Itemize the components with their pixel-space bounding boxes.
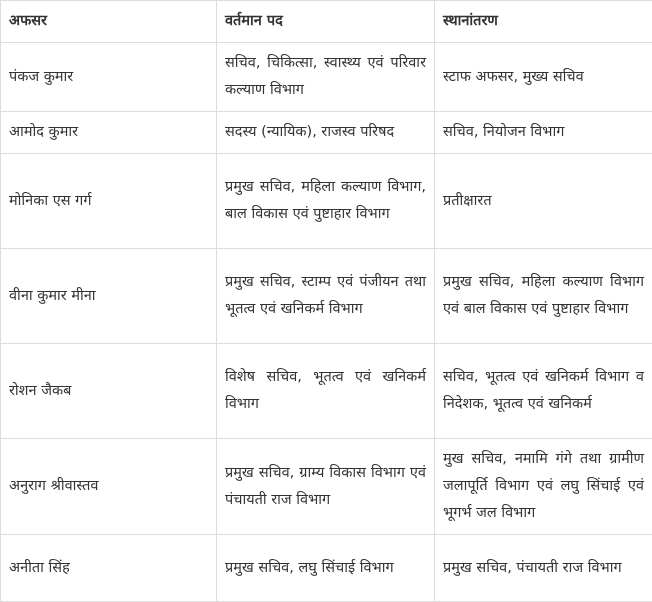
- transfer-cell: प्रतीक्षारत: [435, 154, 652, 249]
- header-transfer: स्थानांतरण: [435, 1, 652, 43]
- table-header-row: [1, 1, 652, 43]
- current-post-cell: प्रमुख सचिव, लघु सिंचाई विभाग: [217, 535, 435, 602]
- officer-cell: रोशन जैकब: [1, 344, 217, 439]
- officer-cell: पंकज कुमार: [1, 43, 217, 112]
- transfer-cell: सचिव, भूतत्व एवं खनिकर्म विभाग व निदेशक, भूतत्व एवं खनिकर्म: [435, 344, 652, 439]
- table-row: [1, 43, 652, 112]
- table-row: [1, 112, 652, 154]
- current-post-cell: सचिव, चिकित्सा, स्वास्थ्य एवं परिवार कल्याण विभाग: [217, 43, 435, 112]
- table-row: [1, 249, 652, 344]
- transfer-cell: मुख सचिव, नमामि गंगे तथा ग्रामीण जलापूर्ति विभाग एवं लघु सिंचाई एवं भूगर्भ जल विभाग: [435, 439, 652, 535]
- officer-cell: मोनिका एस गर्ग: [1, 154, 217, 249]
- table-row: [1, 344, 652, 439]
- transfer-cell: सचिव, नियोजन विभाग: [435, 112, 652, 154]
- header-current-post: वर्तमान पद: [217, 1, 435, 43]
- officer-cell: वीना कुमार मीना: [1, 249, 217, 344]
- current-post-cell: प्रमुख सचिव, महिला कल्याण विभाग, बाल विकास एवं पुष्टाहार विभाग: [217, 154, 435, 249]
- transfer-cell: प्रमुख सचिव, पंचायती राज विभाग: [435, 535, 652, 602]
- table-row: [1, 535, 652, 602]
- transfer-cell: प्रमुख सचिव, महिला कल्याण विभाग एवं बाल विकास एवं पुष्टाहार विभाग: [435, 249, 652, 344]
- officer-cell: अनुराग श्रीवास्तव: [1, 439, 217, 535]
- current-post-cell: सदस्य (न्यायिक), राजस्व परिषद: [217, 112, 435, 154]
- officer-cell: आमोद कुमार: [1, 112, 217, 154]
- transfer-cell: स्टाफ अफसर, मुख्य सचिव: [435, 43, 652, 112]
- table-row: [1, 154, 652, 249]
- officer-cell: अनीता सिंह: [1, 535, 217, 602]
- table-row: [1, 439, 652, 535]
- current-post-cell: विशेष सचिव, भूतत्व एवं खनिकर्म विभाग: [217, 344, 435, 439]
- header-officer: अफसर: [1, 1, 217, 43]
- current-post-cell: प्रमुख सचिव, स्टाम्प एवं पंजीयन तथा भूतत्व एवं खनिकर्म विभाग: [217, 249, 435, 344]
- current-post-cell: प्रमुख सचिव, ग्राम्य विकास विभाग एवं पंचायती राज विभाग: [217, 439, 435, 535]
